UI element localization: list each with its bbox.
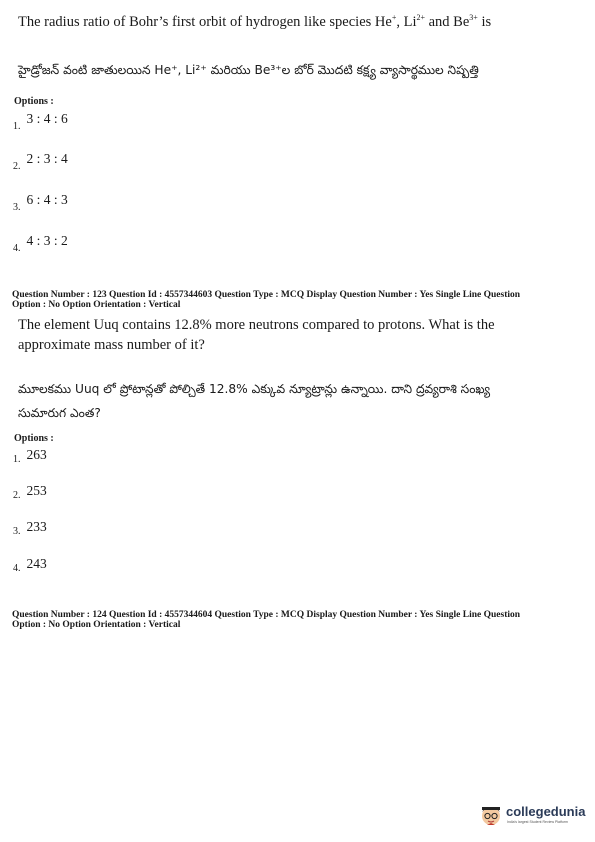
option-value: 4 : 3 : 2: [26, 233, 68, 248]
li-charge: 2+: [416, 13, 425, 23]
option-value: 263: [26, 447, 47, 462]
q123-options-label: Options :: [14, 433, 54, 444]
option-number: 2.: [13, 161, 21, 172]
q122-option-4: [13, 232, 68, 254]
q122-text-li: , Li: [396, 14, 417, 30]
option-number: 4.: [13, 243, 21, 254]
option-number: 4.: [13, 563, 21, 574]
question-123-telugu-line-1: మూలకము Uuq లో ప్రోటాన్లతో పోల్చితే 12.8% ఎక్కువ న్యూట్రాన్లు ఉన్నాయి. దాని ద్రవ్యరాశి సంఖ్య: [18, 382, 491, 396]
option-number: 3.: [13, 202, 21, 213]
question-123-telugu-line-2: సుమారుగ ఎంత?: [18, 406, 101, 420]
q123-meta-line-2: Option : No Option Orientation : Vertical: [12, 300, 181, 310]
option-number: 1.: [13, 454, 21, 465]
option-value: 6 : 4 : 3: [26, 192, 68, 207]
option-value: 2 : 3 : 4: [26, 151, 68, 166]
question-122-english: [18, 12, 491, 33]
option-value: 243: [26, 556, 47, 571]
q122-text-be: and Be: [425, 14, 470, 30]
q122-text-prefix: The radius ratio of Bohr’s first orbit of hydrogen like species He: [18, 14, 392, 30]
mascot-icon: [478, 801, 504, 827]
q122-text-suffix: is: [477, 14, 492, 30]
q123-option-1: [13, 446, 47, 464]
q122-option-2: [13, 150, 68, 172]
option-value: 3 : 4 : 6: [26, 111, 68, 126]
option-number: 1.: [13, 121, 21, 132]
q123-option-2: [13, 482, 47, 500]
option-number: 3.: [13, 526, 21, 537]
q122-option-1: [13, 110, 68, 132]
brand-name: collegedunia: [506, 804, 586, 819]
q124-meta-line-2: Option : No Option Orientation : Vertical: [12, 620, 181, 630]
option-value: 233: [26, 519, 47, 534]
question-123-english-line-2: approximate mass number of it?: [18, 337, 205, 353]
option-value: 253: [26, 483, 47, 498]
q122-options-label: Options :: [14, 96, 54, 107]
option-number: 2.: [13, 490, 21, 501]
q123-meta-line-1: Question Number : 123 Question Id : 4557344603 Question Type : MCQ Display Question Number : Yes Single Line Question: [12, 290, 521, 300]
he-charge: +: [391, 13, 397, 23]
q123-option-4: [13, 555, 47, 573]
brand-tagline: India's largest Student Review Platform: [507, 820, 568, 824]
be-charge: 3+: [469, 13, 478, 23]
collegedunia-logo: [478, 800, 588, 830]
question-123-english-line-1: The element Uuq contains 12.8% more neutrons compared to protons. What is the: [18, 317, 495, 333]
question-122-telugu: హైడ్రోజన్ వంటి జాతులయిన He⁺, Li²⁺ మరియు Be³⁺ల బోర్ మొదటి కక్ష్య వ్యాసార్థముల నిష్పత్తి: [18, 63, 479, 77]
q122-option-3: [13, 191, 68, 213]
q123-option-3: [13, 518, 47, 536]
q124-meta-line-1: Question Number : 124 Question Id : 4557344604 Question Type : MCQ Display Question Number : Yes Single Line Question: [12, 610, 521, 620]
